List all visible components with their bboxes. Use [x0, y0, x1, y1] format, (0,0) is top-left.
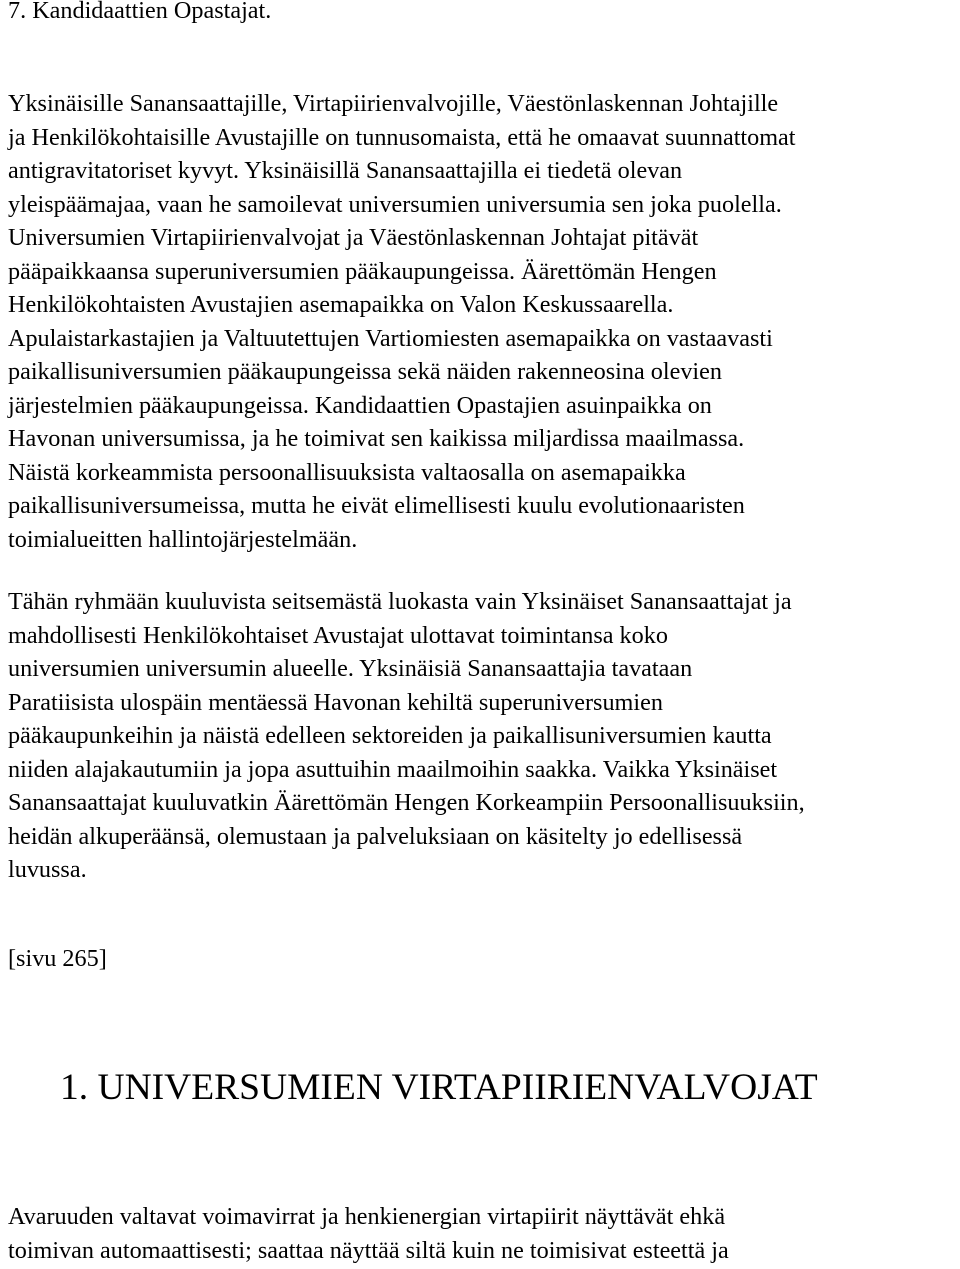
paragraph-line: luvussa. [8, 856, 87, 883]
paragraph-line: Henkilökohtaisten Avustajien asemapaikka on Valon Keskussaarella. [8, 291, 674, 318]
paragraph-2 [8, 585, 805, 887]
paragraph-line: Apulaistarkastajien ja Valtuutettujen Vartiomiesten asemapaikka on vastaavasti [8, 324, 773, 352]
page-reference-text: [sivu 265] [8, 945, 107, 972]
paragraph-line: toimialueitten hallintojärjestelmään. [8, 525, 358, 553]
paragraph-line: heidän alkuperäänsä, olemustaan ja palveluksiaan on käsitelty jo edellisessä [8, 822, 743, 850]
paragraph-line: paikallisuniversumeissa, mutta he eivät elimellisesti kuulu evolutionaaristen [8, 492, 745, 519]
paragraph-line: Yksinäisille Sanansaattajille, Virtapiirienvalvojille, Väestönlaskennan Johtajille [8, 90, 779, 117]
paragraph-line: Havonan universumissa, ja he toimivat sen kaikissa miljardissa maailmassa. [8, 425, 745, 452]
paragraph-1 [8, 87, 796, 556]
paragraph-line: pääkaupunkeihin ja näistä edelleen sektoreiden ja paikallisuniversumien kautta [8, 722, 772, 749]
paragraph-line: ja Henkilökohtaisille Avustajille on tunnusomaista, että he omaavat suunnattomat [8, 123, 796, 151]
paragraph-line: Universumien Virtapiirienvalvojat ja Väestönlaskennan Johtajat pitävät [8, 224, 699, 251]
section-heading-text: 7. Kandidaattien Opastajat. [8, 0, 272, 24]
paragraph-line: Tähän ryhmään kuuluvista seitsemästä luokasta vain Yksinäiset Sanansaattajat ja [8, 588, 792, 615]
paragraph-line: Paratiisista ulospäin mentäessä Havonan kehiltä superuniversumien [8, 688, 663, 716]
paragraph-line: yleispäämajaa, vaan he samoilevat universumien universumia sen joka puolella. [8, 190, 782, 218]
paragraph-line: toimivan automaattisesti; saattaa näyttää siltä kuin ne toimisivat esteettä ja [8, 1236, 729, 1264]
paragraph-line: pääpaikkaansa superuniversumien pääkaupungeissa. Äärettömän Hengen [8, 257, 717, 285]
paragraph-line: järjestelmien pääkaupungeissa. Kandidaattien Opastajien asuinpaikka on [8, 391, 712, 419]
paragraph-line: niiden alajakautumiin ja jopa asuttuihin maailmoihin saakka. Vaikka Yksinäiset [8, 755, 778, 783]
paragraph-line: antigravitatoriset kyvyt. Yksinäisillä Sanansaattajilla ei tiedetä olevan [8, 157, 683, 184]
paragraph-line: universumien universumin alueelle. Yksinäisiä Sanansaattajia tavataan [8, 655, 693, 682]
section-heading [8, 0, 271, 28]
paragraph-line: Sanansaattajat kuuluvatkin Äärettömän Hengen Korkeampiin Persoonallisuuksiin, [8, 789, 805, 816]
paragraph-line: Näistä korkeammista persoonallisuuksista valtaosalla on asemapaikka [8, 458, 686, 486]
paragraph-line: Avaruuden valtavat voimavirrat ja henkienergian virtapiirit näyttävät ehkä [8, 1203, 726, 1230]
page-reference [8, 942, 107, 976]
paragraph-3 [8, 1200, 729, 1267]
paragraph-line: paikallisuniversumien pääkaupungeissa sekä näiden rakenneosina olevien [8, 358, 722, 385]
chapter-title: 1. UNIVERSUMIEN VIRTAPIIRIENVALVOJAT [60, 1067, 818, 1108]
paragraph-line: mahdollisesti Henkilökohtaiset Avustajat ulottavat toimintansa koko [8, 621, 668, 649]
